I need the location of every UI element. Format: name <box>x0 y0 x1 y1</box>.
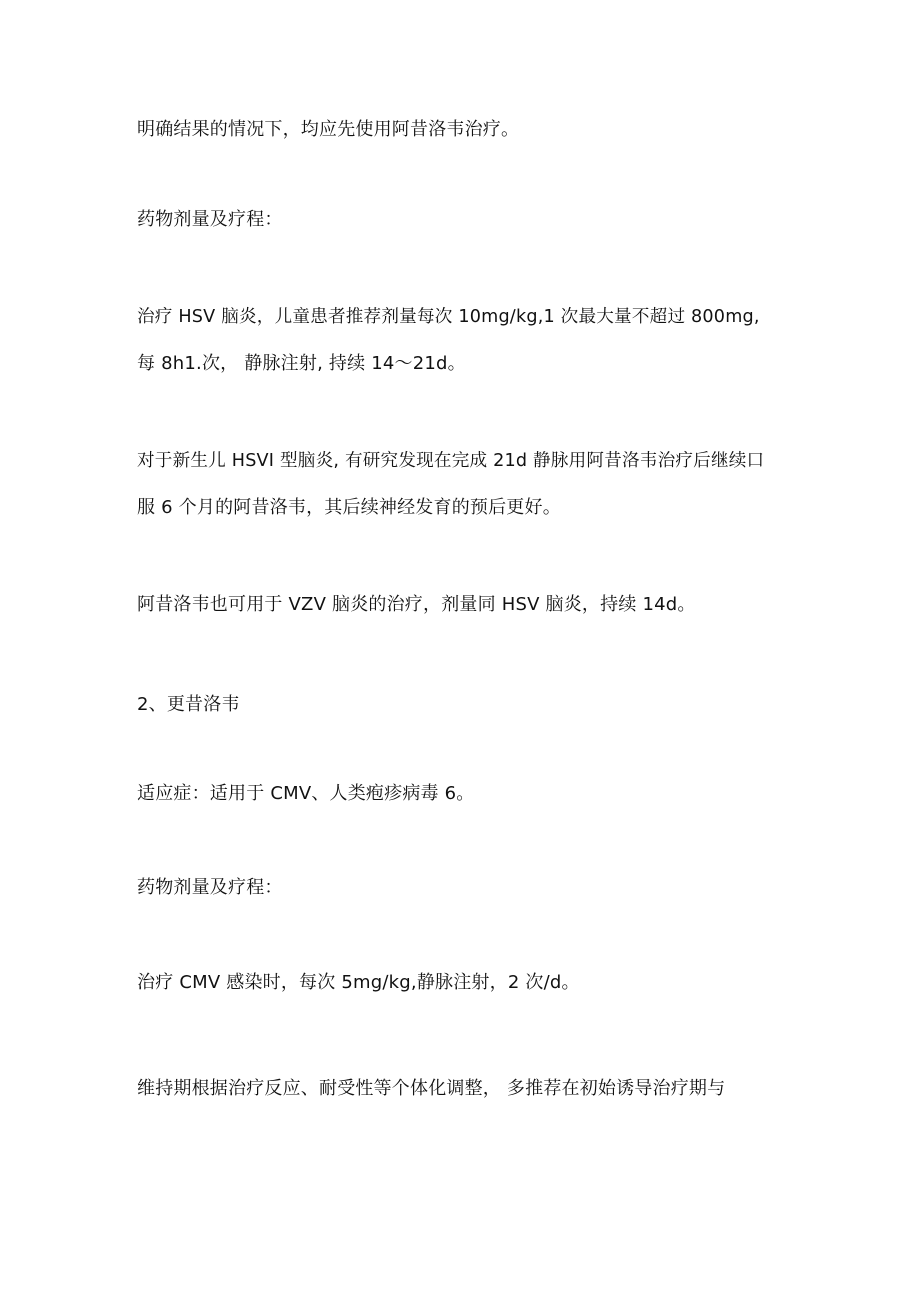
text-line-3: 治疗 HSV 脑炎，儿童患者推荐剂量每次 10mg∕kg,1 次最大量不超过 800mg, <box>137 307 760 327</box>
text-line-1: 明确结果的情况下，均应先使用阿昔洛韦治疗。 <box>137 119 520 140</box>
section-label-dosage-ganciclovir: 药物剂量及疗程： <box>137 877 283 898</box>
text-line-6: 服 6 个月的阿昔洛韦，其后续神经发育的预后更好。 <box>137 497 561 518</box>
text-line-12: 维持期根据治疗反应、耐受性等个体化调整， 多推荐在初始诱导治疗期与 <box>137 1078 726 1099</box>
text-line-7: 阿昔洛韦也可用于 VZV 脑炎的治疗，剂量同 HSV 脑炎，持续 14d。 <box>137 594 696 615</box>
text-line-4: 每 8h1.次， 静脉注射, 持续 14～21d。 <box>137 353 466 374</box>
text-line-5: 对于新生儿 HSVI 型脑炎, 有研究发现在完成 21d 静脉用阿昔洛韦治疗后继续口 <box>137 451 765 471</box>
text-line-11: 治疗 CMV 感染时，每次 5mg∕kg,静脉注射，2 次/d。 <box>137 972 580 993</box>
text-line-indications: 适应症：适用于 CMV、人类疱疹病毒 6。 <box>137 783 475 804</box>
section-label-dosage-acyclovir: 药物剂量及疗程： <box>137 209 283 230</box>
section-heading-ganciclovir: 2、更昔洛韦 <box>137 694 240 715</box>
